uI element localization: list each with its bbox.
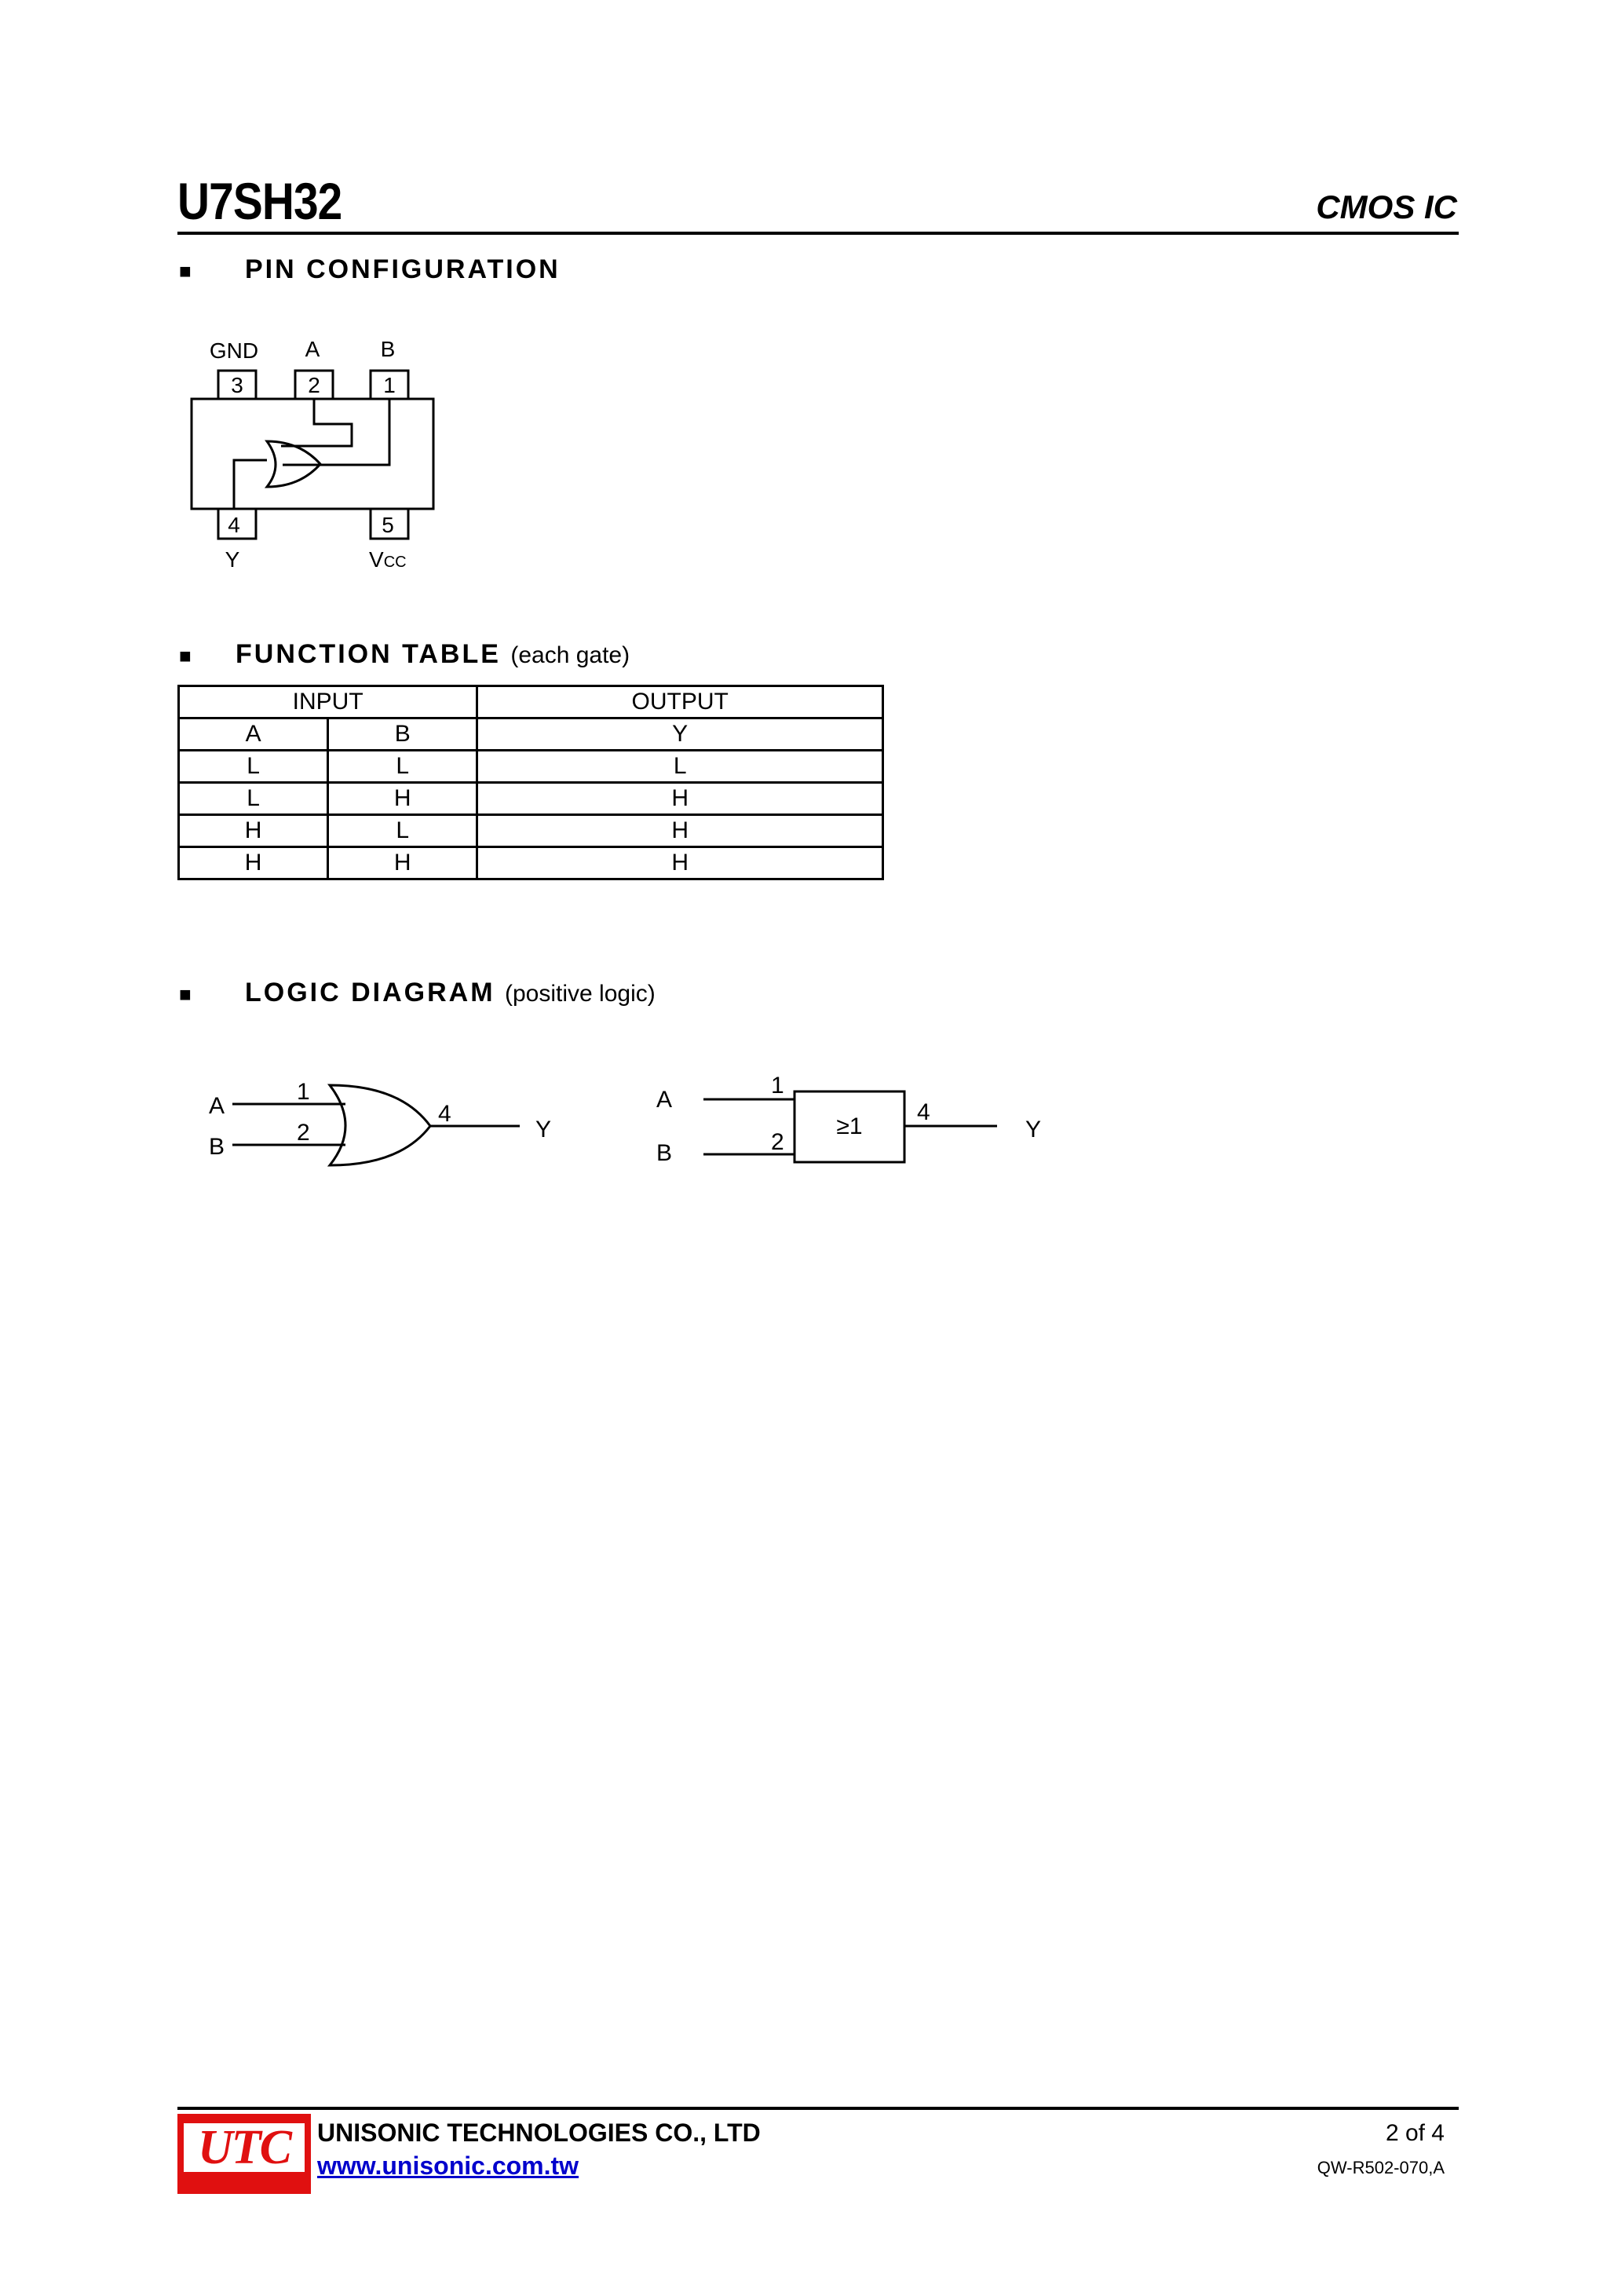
pin-number-1: 1: [383, 373, 396, 397]
table-header-columns: [179, 718, 883, 751]
company-website-link[interactable]: www.unisonic.com.tw: [317, 2152, 579, 2180]
section-title-pin-config: PIN CONFIGURATION: [245, 254, 561, 284]
cell: L: [179, 751, 328, 783]
logo-text: UTC: [184, 2123, 305, 2172]
box-input-b: B: [656, 1140, 673, 1166]
gate-input-a: A: [209, 1093, 225, 1119]
part-number: U7SH32: [177, 172, 342, 230]
table-row: [179, 847, 883, 879]
pin-label-vcc: VCC: [369, 547, 407, 572]
box-pin-2: 2: [771, 1129, 784, 1155]
column-b: B: [328, 718, 477, 751]
cell: H: [477, 847, 883, 879]
column-a: A: [179, 718, 328, 751]
cell: H: [477, 815, 883, 847]
wire-pin4: [234, 460, 267, 509]
table-row: [179, 815, 883, 847]
section-title-logic-diagram: [245, 978, 656, 1008]
gate-pin-1: 1: [297, 1079, 310, 1105]
box-pin-4: 4: [917, 1099, 930, 1125]
cell: H: [328, 783, 477, 815]
cell: L: [328, 751, 477, 783]
bullet-icon: ■: [179, 644, 192, 667]
logic-diagram-subtitle: (positive logic): [505, 981, 656, 1007]
box-pin-1: 1: [771, 1073, 784, 1099]
pin-number-3: 3: [231, 373, 243, 397]
cell: H: [477, 783, 883, 815]
table-row: [179, 751, 883, 783]
column-y: Y: [477, 718, 883, 751]
box-output-y: Y: [1025, 1117, 1042, 1143]
cell: L: [477, 751, 883, 783]
cell: H: [179, 847, 328, 879]
logic-or-gate: [330, 1085, 430, 1165]
or-box-symbol: ≥1: [836, 1113, 863, 1139]
pin-number-5: 5: [382, 513, 394, 537]
cell: L: [179, 783, 328, 815]
bullet-icon: ■: [179, 982, 192, 1006]
cell: H: [328, 847, 477, 879]
function-table: [177, 685, 884, 880]
pin-number-2: 2: [308, 373, 320, 397]
logic-diagram-title: LOGIC DIAGRAM: [245, 978, 495, 1007]
function-table-subtitle: (each gate): [510, 642, 630, 668]
package-body: [192, 399, 433, 509]
pin-configuration-diagram: [0, 0, 1622, 597]
gate-output-y: Y: [535, 1117, 552, 1143]
company-name: UNISONIC TECHNOLOGIES CO., LTD: [317, 2119, 761, 2147]
document-number: QW-R502-070,A: [1317, 2158, 1445, 2177]
gate-pin-2: 2: [297, 1120, 310, 1146]
table-header-group: [179, 686, 883, 718]
header-output: OUTPUT: [477, 686, 883, 718]
cell: H: [179, 815, 328, 847]
pin-label-b: B: [380, 337, 396, 361]
pin-label-y: Y: [225, 547, 240, 572]
pin-number-4: 4: [228, 513, 240, 537]
pin-label-a: A: [305, 337, 320, 361]
bullet-icon: ■: [179, 259, 192, 283]
logic-diagram: [0, 1044, 1622, 1201]
footer-rule: [177, 2107, 1459, 2110]
page-number: 2 of 4: [1385, 2120, 1445, 2146]
gate-input-b: B: [209, 1134, 225, 1160]
utc-logo: [177, 2114, 311, 2194]
wire-pin2: [281, 399, 352, 446]
header-input: INPUT: [179, 686, 477, 718]
cell: L: [328, 815, 477, 847]
gate-pin-4: 4: [438, 1101, 451, 1127]
section-title-function-table: [236, 639, 630, 670]
wire-pin1: [283, 399, 389, 465]
box-input-a: A: [656, 1087, 673, 1113]
category-label: CMOS IC: [1316, 188, 1457, 225]
function-table-title: FUNCTION TABLE: [236, 639, 501, 669]
table-row: [179, 783, 883, 815]
pin-label-gnd: GND: [209, 338, 259, 363]
